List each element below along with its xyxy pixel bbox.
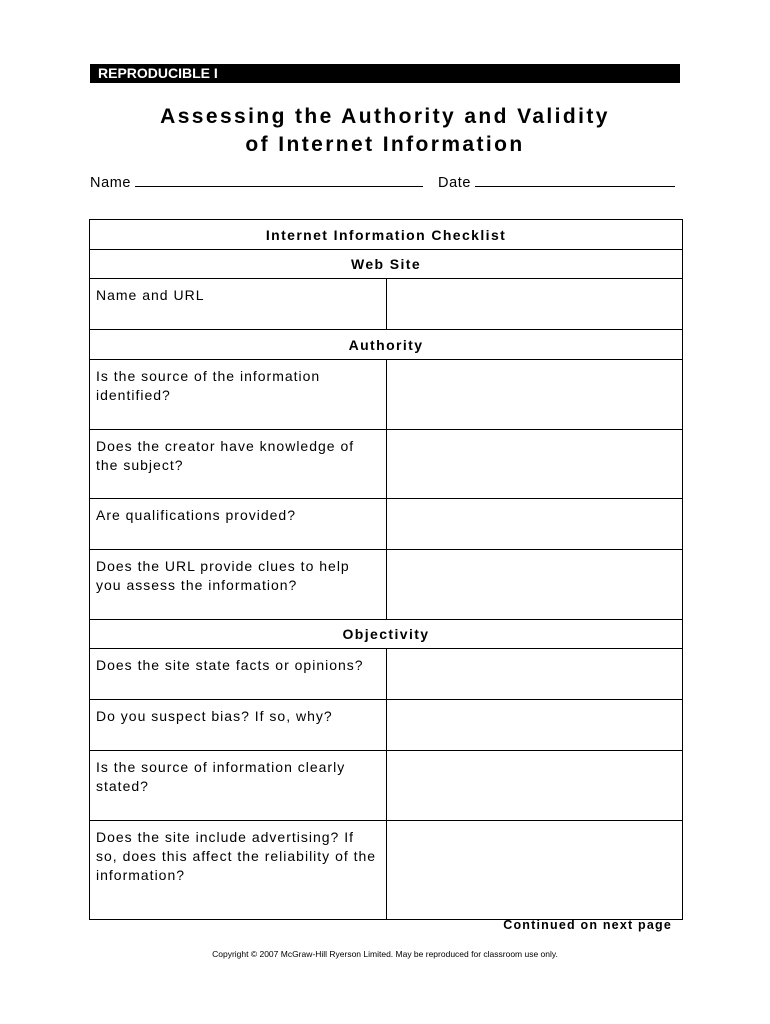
- page-title-line-2: of Internet Information: [245, 133, 525, 156]
- name-blank-line[interactable]: [135, 174, 423, 187]
- name-label: Name: [90, 175, 132, 191]
- date-blank-line[interactable]: [475, 174, 675, 187]
- question-source-identified: Is the source of the information identified?: [90, 360, 387, 430]
- copyright-footer: Copyright © 2007 McGraw-Hill Ryerson Limited. May be reproduced for classroom use only.: [212, 949, 558, 959]
- page-title-line-1: Assessing the Authority and Validity: [160, 105, 610, 128]
- date-field[interactable]: [438, 174, 675, 191]
- answer-cell[interactable]: [387, 499, 683, 550]
- name-date-row: [90, 174, 682, 194]
- section-heading-web-site: Web Site: [90, 250, 683, 279]
- question-advertising: Does the site include advertising? If so, does this affect the reliability of the information?: [90, 821, 387, 920]
- question-qualifications: Are qualifications provided?: [90, 499, 387, 550]
- question-facts-or-opinions: Does the site state facts or opinions?: [90, 649, 387, 700]
- question-url-clues: Does the URL provide clues to help you assess the information?: [90, 550, 387, 620]
- answer-cell[interactable]: [387, 279, 683, 330]
- question-name-and-url: Name and URL: [90, 279, 387, 330]
- section-heading-objectivity: Objectivity: [90, 620, 683, 649]
- answer-cell[interactable]: [387, 360, 683, 430]
- question-source-clearly-stated: Is the source of information clearly stated?: [90, 751, 387, 821]
- answer-cell[interactable]: [387, 649, 683, 700]
- answer-cell[interactable]: [387, 550, 683, 620]
- checklist-title: Internet Information Checklist: [90, 220, 683, 250]
- answer-cell[interactable]: [387, 430, 683, 499]
- continued-note: Continued on next page: [503, 918, 672, 932]
- internet-information-checklist: [89, 219, 683, 920]
- question-creator-knowledge: Does the creator have knowledge of the subject?: [90, 430, 387, 499]
- reproducible-banner: REPRODUCIBLE I: [90, 64, 680, 83]
- question-suspect-bias: Do you suspect bias? If so, why?: [90, 700, 387, 751]
- answer-cell[interactable]: [387, 751, 683, 821]
- section-heading-authority: Authority: [90, 330, 683, 360]
- answer-cell[interactable]: [387, 700, 683, 751]
- date-label: Date: [438, 175, 472, 191]
- answer-cell[interactable]: [387, 821, 683, 920]
- name-field[interactable]: [90, 174, 423, 191]
